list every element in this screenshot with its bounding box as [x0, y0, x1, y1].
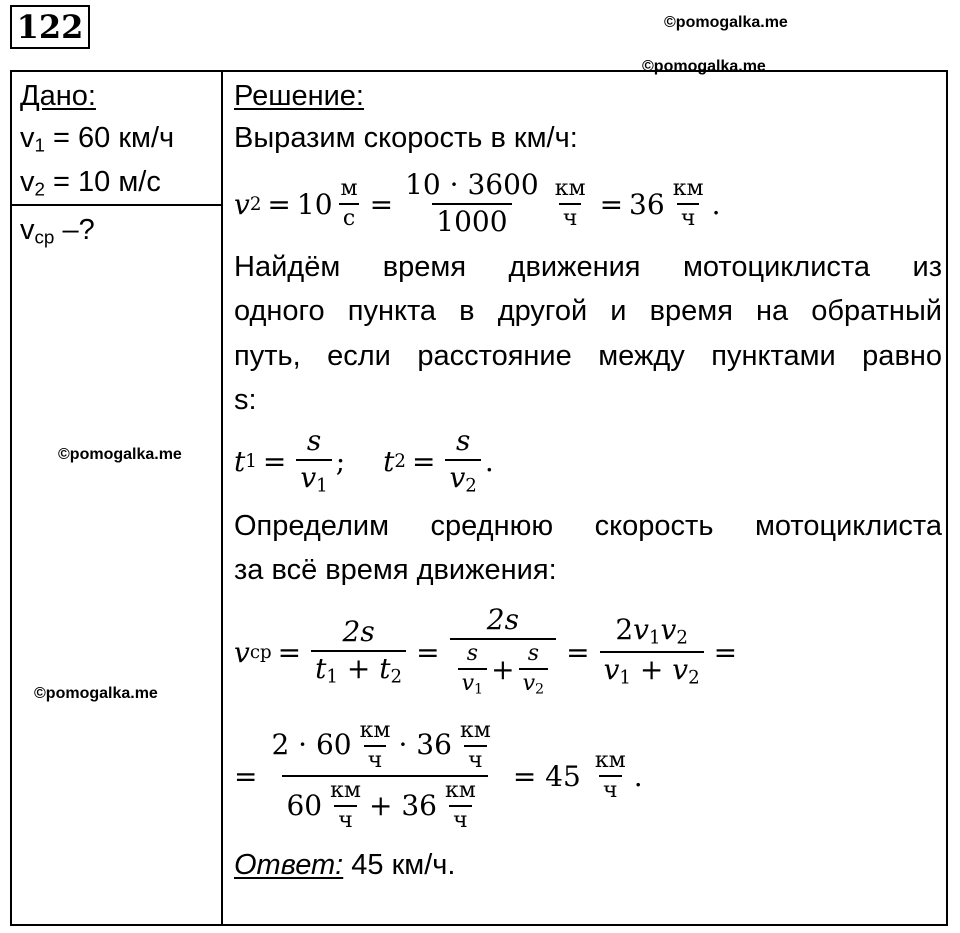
equation-numeric: = 2 · 60 $\frac{км}{ч}$ · 36 $\frac{км}{ч}$ 60 $\frac{км}{ч}$ + 36 $\frac{км}{ч}$ = 45 $\frac{км}{ч}$ . [234, 717, 643, 834]
solution-title: Решение: [234, 80, 364, 112]
paragraph-time-line-4: s: [234, 384, 257, 416]
given-title: Дано: [20, 80, 96, 112]
solution-line-convert: Выразим скорость в км/ч: [234, 122, 578, 154]
watermark-top-2: ©pomogalka.me [642, 58, 766, 75]
column-divider [221, 70, 223, 926]
paragraph-time-line-3: путь, если расстояние между пунктами равно [234, 340, 942, 372]
paragraph-avg-line-2: за всё время движения: [234, 554, 557, 586]
watermark-left-2: ©pomogalka.me [34, 685, 158, 702]
problem-number: 122 [10, 5, 90, 49]
equation-average-speed: v ср = $\frac{2s}{t_1 + t_2}$ = 2s $\frac{s}{v_1}$ + $\frac{s}{v_2}$ = $\frac{2v_1v_2}{v_1 + v_2}$ = [234, 603, 738, 698]
answer-line: Ответ: 45 км/ч. [234, 849, 456, 881]
equation-v2-conversion: v 2 = 10 $\frac{м}{с}$ = $\frac{10 \cdot 3600}{1000}$ $\frac{км}{ч}$ = 36 $\frac{км}{ч}$ . [234, 168, 721, 238]
paragraph-time-line-2: одного пункта в другой и время на обратный [234, 295, 942, 327]
watermark-top: ©pomogalka.me [664, 14, 788, 31]
find-vcp: $v_{ср}$ –? [20, 214, 95, 248]
paragraph-time-line-1: Найдём время движения мотоциклиста из [234, 251, 942, 283]
given-v2: $v_2 = 10$ м/с [20, 166, 161, 200]
given-v1: $v_1 = 60$ км/ч [20, 122, 175, 156]
watermark-left: ©pomogalka.me [58, 446, 182, 463]
paragraph-avg-line-1: Определим среднюю скорость мотоциклиста [234, 510, 942, 542]
equation-times: t 1 = $\frac{s}{v_1}$ ; t 2 = $\frac{s}{v_2}$ . [234, 423, 494, 497]
